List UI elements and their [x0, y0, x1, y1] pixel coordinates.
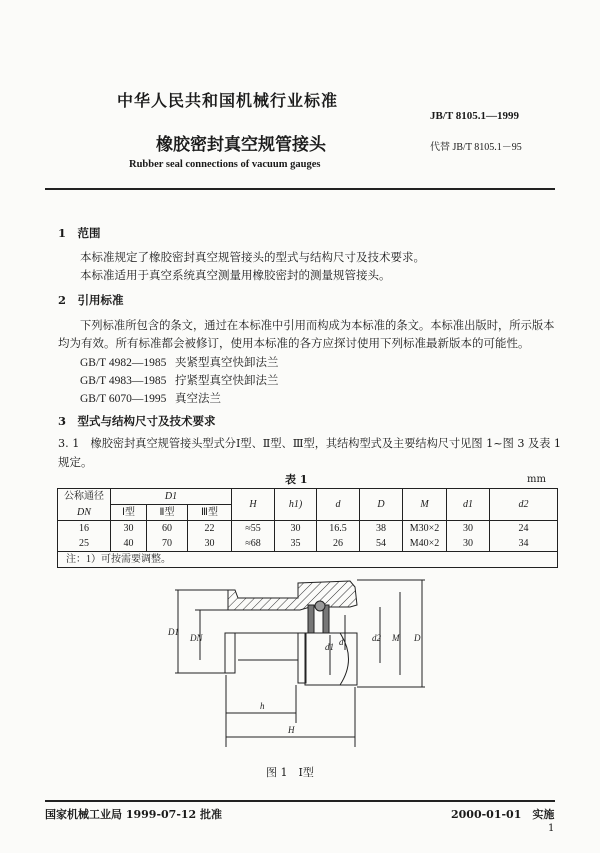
section-3-heading: 3 型式与结构尺寸及技术要求 — [58, 414, 216, 428]
table-cell: ≈68 — [232, 536, 275, 552]
header-divider — [45, 188, 555, 190]
header-h: h1) — [275, 489, 317, 521]
header-dn: DN — [58, 505, 111, 521]
header-d2-col: d2 — [490, 489, 558, 521]
table-cell: 16.5 — [317, 521, 360, 537]
table-cell: 40 — [111, 536, 147, 552]
section-3-1-line-2: 规定。 — [58, 455, 93, 469]
english-title: Rubber seal connections of vacuum gauges — [129, 159, 321, 170]
reference-name: 拧紧型真空快卸法兰 — [175, 373, 279, 387]
label-h: h — [260, 701, 265, 711]
document-title: 橡胶密封真空规管接头 — [156, 135, 326, 155]
effective-date: 2000-01-01 实施 — [451, 808, 555, 821]
table-cell: 30 — [447, 521, 490, 537]
table-cell: ≈55 — [232, 521, 275, 537]
table-cell: 30 — [275, 521, 317, 537]
reference-code: GB/T 4983—1985 — [80, 375, 167, 387]
table-cell: 30 — [188, 536, 232, 552]
figure-1-drawing — [150, 575, 450, 775]
header-type-1: Ⅰ型 — [111, 505, 147, 521]
table-cell: 34 — [490, 536, 558, 552]
table-cell: 60 — [147, 521, 188, 537]
approval-text: 国家机械工业局 1999-07-12 批准 — [45, 808, 223, 821]
table-cell: M30×2 — [403, 521, 447, 537]
reference-code: GB/T 6070—1995 — [80, 393, 167, 405]
header-D: D — [360, 489, 403, 521]
reference-item — [80, 390, 221, 406]
header-type-2: Ⅱ型 — [147, 505, 188, 521]
label-d1: d1 — [325, 642, 334, 652]
section-2-para-line-1: 下列标准所包含的条文，通过在本标准中引用而构成为本标准的条文。本标准出版时，所示版本 — [80, 319, 555, 332]
table-cell: 25 — [58, 536, 111, 552]
table-cell: 24 — [490, 521, 558, 537]
table-cell: 30 — [447, 536, 490, 552]
table-unit: mm — [527, 474, 546, 485]
label-D: D — [414, 633, 421, 643]
label-DN: DN — [190, 633, 203, 643]
section-2-heading: 2 引用标准 — [58, 293, 124, 307]
section-1-heading: 1 范围 — [58, 226, 101, 240]
reference-item — [80, 372, 279, 388]
table-cell: 35 — [275, 536, 317, 552]
dimension-table — [57, 488, 558, 568]
footer-divider — [45, 800, 555, 802]
label-M: M — [392, 633, 400, 643]
reference-name: 真空法兰 — [175, 391, 221, 405]
table-cell: 38 — [360, 521, 403, 537]
header-dn-cn: 公称通径 — [58, 489, 111, 505]
table-row — [58, 521, 558, 537]
figure-caption: 图 1 Ⅰ型 — [266, 766, 314, 779]
section-3-1-line-1: 3. 1 橡胶密封真空规管接头型式分Ⅰ型、Ⅱ型、Ⅲ型，其结构型式及主要结构尺寸见图 1~图 3 及表 1 — [58, 437, 562, 450]
header-M: M — [403, 489, 447, 521]
table-note: 注：1）可按需要调整。 — [58, 552, 558, 568]
section-1-para-1: 本标准规定了橡胶密封真空规管接头的型式与结构尺寸及技术要求。 — [80, 250, 425, 264]
table-cell: 54 — [360, 536, 403, 552]
reference-name: 夹紧型真空快卸法兰 — [175, 355, 279, 369]
label-H: H — [288, 725, 295, 735]
label-D1: D1 — [168, 627, 179, 637]
header-H: H — [232, 489, 275, 521]
label-d2: d2 — [372, 633, 381, 643]
replaces-note: 代替 JB/T 8105.1－95 — [430, 142, 522, 153]
table-cell: 22 — [188, 521, 232, 537]
standard-number: JB/T 8105.1—1999 — [430, 110, 520, 122]
page-number: 1 — [548, 823, 555, 834]
table-cell: M40×2 — [403, 536, 447, 552]
header-type-3: Ⅲ型 — [188, 505, 232, 521]
header-d1-col: d1 — [447, 489, 490, 521]
header-d1: D1 — [111, 489, 232, 505]
reference-item — [80, 354, 279, 370]
section-2-para-line-2: 均为有效。所有标准都会被修订，使用本标准的各方应探讨使用下列标准最新版本的可能性。 — [58, 336, 530, 350]
table-cell: 70 — [147, 536, 188, 552]
table-row — [58, 536, 558, 552]
table-cell: 30 — [111, 521, 147, 537]
header-d: d — [317, 489, 360, 521]
table-caption: 表 1 — [285, 473, 308, 486]
reference-code: GB/T 4982—1985 — [80, 357, 167, 369]
label-d: d — [339, 637, 344, 647]
table-cell: 16 — [58, 521, 111, 537]
org-title: 中华人民共和国机械行业标准 — [117, 91, 339, 110]
table-cell: 26 — [317, 536, 360, 552]
section-1-para-2: 本标准适用于真空系统真空测量用橡胶密封的测量规管接头。 — [80, 268, 391, 282]
